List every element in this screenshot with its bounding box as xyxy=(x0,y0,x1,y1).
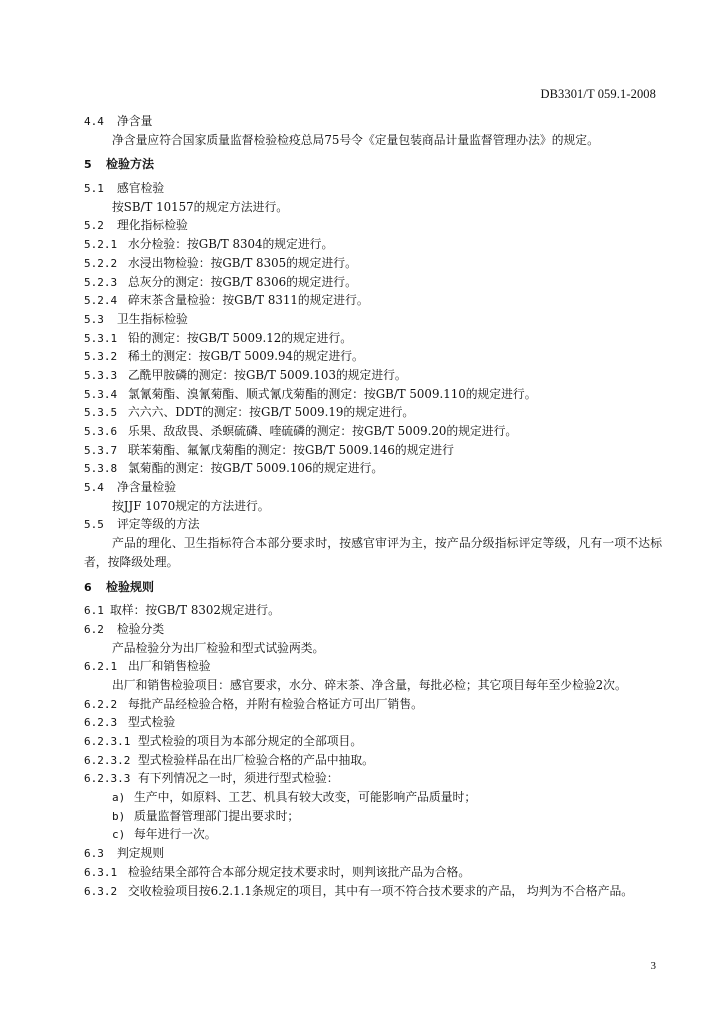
section-5-3-heading: 5.3 卫生指标检验 xyxy=(84,311,188,326)
section-6-2-2: 6.2.2 每批产品经检验合格，并附有检验合格证方可出厂销售。 xyxy=(84,696,423,711)
section-6-3-2: 6.3.2 交收检验项目按6.2.1.1条规定的项目，其中有一项不符合技术要求的产品， 均判为不合格产品。 xyxy=(84,883,634,898)
section-5-2-2: 5.2.2 水浸出物检验：按GB/T 8305的规定进行。 xyxy=(84,255,357,270)
section-6-2-3-heading: 6.2.3 型式检验 xyxy=(84,715,176,730)
section-5-4-heading: 5.4 净含量检验 xyxy=(84,480,176,495)
section-5-1-text: 按SB/T 10157的规定方法进行。 xyxy=(112,199,289,214)
section-5-5-heading: 5.5 评定等级的方法 xyxy=(84,517,200,532)
section-5-5-text: 产品的理化、卫生指标符合本部分要求时，按感官审评为主，按产品分级指标评定等级，凡有一项不达标者，按降级处理。 xyxy=(84,536,662,569)
section-6-2-3-3: 6.2.3.3 有下列情况之一时，须进行型式检验： xyxy=(84,771,339,786)
section-5-1-heading: 5.1 感官检验 xyxy=(84,181,165,196)
section-5-3-7: 5.3.7 联苯菊酯、氟氰戊菊酯的测定：按GB/T 5009.146的规定进行 xyxy=(84,442,454,457)
section-5-2-3: 5.2.3 总灰分的测定：按GB/T 8306的规定进行。 xyxy=(84,274,357,289)
section-4-4-heading: 4.4 净含量 xyxy=(84,114,153,128)
section-6-3-1: 6.3.1 检验结果全部符合本部分规定技术要求时，则判该批产品为合格。 xyxy=(84,864,471,879)
section-6-2-3-2: 6.2.3.2 型式检验样品在出厂检验合格的产品中抽取。 xyxy=(84,752,374,767)
list-item: c) 每年进行一次。 xyxy=(112,827,217,842)
section-6-2-text: 产品检验分为出厂检验和型式试验两类。 xyxy=(112,640,325,655)
section-5-heading: 5 检验方法 xyxy=(84,157,155,172)
section-6-2-heading: 6.2 检验分类 xyxy=(84,621,165,636)
section-5-3-1: 5.3.1 铅的测定：按GB/T 5009.12的规定进行。 xyxy=(84,330,353,345)
section-6-2-1-heading: 6.2.1 出厂和销售检验 xyxy=(84,659,211,674)
section-5-3-8: 5.3.8 氯菊酯的测定：按GB/T 5009.106的规定进行。 xyxy=(84,461,384,476)
section-5-2-4: 5.2.4 碎末茶含量检验：按GB/T 8311的规定进行。 xyxy=(84,293,369,308)
section-5-4-text: 按JJF 1070规定的方法进行。 xyxy=(112,498,270,513)
page-content xyxy=(84,112,662,901)
page-number: 3 xyxy=(650,960,656,972)
section-6-1: 6.1 取样：按GB/T 8302规定进行。 xyxy=(84,603,280,618)
section-5-3-6: 5.3.6 乐果、敌敌畏、杀螟硫磷、喹硫磷的测定：按GB/T 5009.20的规定进行。 xyxy=(84,424,518,438)
section-6-heading: 6 检验规则 xyxy=(84,579,155,594)
section-5-2-heading: 5.2 理化指标检验 xyxy=(84,218,188,233)
section-5-3-2: 5.3.2 稀土的测定：按GB/T 5009.94的规定进行。 xyxy=(84,349,364,364)
section-5-3-4: 5.3.4 氯氰菊酯、溴氰菊酯、顺式氰戊菊酯的测定：按GB/T 5009.110的规定进行。 xyxy=(84,386,537,401)
section-6-3-heading: 6.3 判定规则 xyxy=(84,846,165,861)
section-5-3-5: 5.3.5 六六六、DDT的测定：按GB/T 5009.19的规定进行。 xyxy=(84,405,415,420)
document-id-header: DB3301/T 059.1-2008 xyxy=(540,87,656,101)
section-6-2-3-1: 6.2.3.1 型式检验的项目为本部分规定的全部项目。 xyxy=(84,734,363,749)
section-5-2-1: 5.2.1 水分检验：按GB/T 8304的规定进行。 xyxy=(84,237,334,252)
section-6-2-1-text: 出厂和销售检验项目：感官要求，水分、碎末茶、净含量，每批必检；其它项目每年至少检验2次。 xyxy=(112,677,627,692)
section-5-3-3: 5.3.3 乙酰甲胺磷的测定：按GB/T 5009.103的规定进行。 xyxy=(84,367,407,382)
section-4-4-text: 净含量应符合国家质量监督检验检疫总局75号令《定量包装商品计量监督管理办法》的规定。 xyxy=(112,132,599,147)
list-item: b) 质量监督管理部门提出要求时； xyxy=(112,808,300,823)
list-item: a) 生产中，如原料、工艺、机具有较大改变，可能影响产品质量时； xyxy=(112,790,477,805)
